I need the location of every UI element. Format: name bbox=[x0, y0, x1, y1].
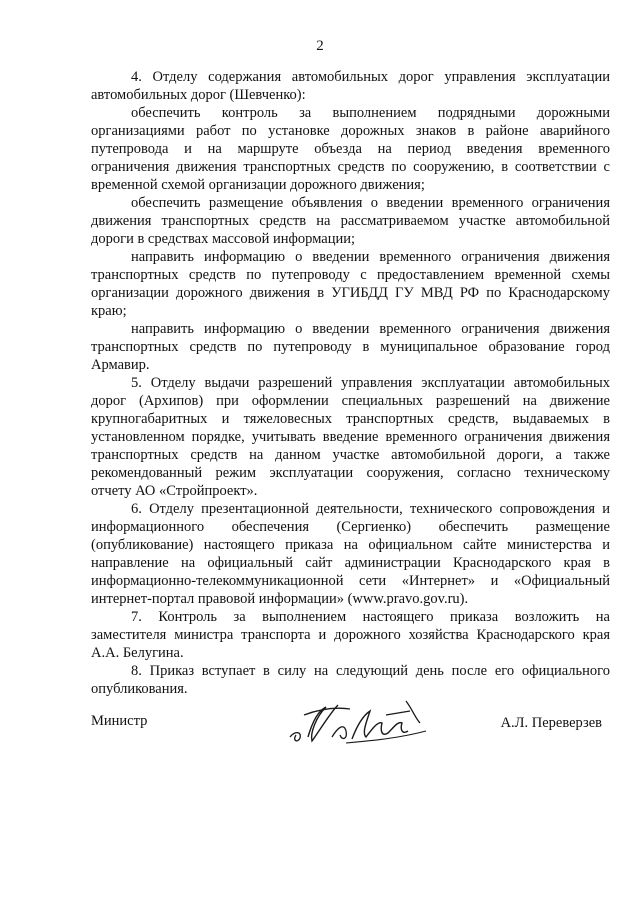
text-line: направить информацию о введении временного ограничения движения bbox=[131, 249, 610, 265]
text-line: 8. Приказ вступает в силу на следующий день после его официального bbox=[131, 663, 610, 679]
text-line: направление на официальный сайт администрации Краснодарского края в bbox=[91, 555, 610, 571]
paragraph bbox=[91, 500, 610, 608]
text-line: информационного обеспечения (Сергиенко) обеспечить размещение bbox=[91, 519, 610, 535]
text-line: дорог (Архипов) при оформлении специальных разрешений на движение bbox=[91, 393, 610, 409]
text-line: информационно-телекоммуникационной сети «Интернет» и «Официальный bbox=[91, 573, 610, 589]
text-line: (опубликование) настоящего приказа на официальном сайте министерства и bbox=[91, 537, 610, 553]
text-line: 5. Отделу выдачи разрешений управления эксплуатации автомобильных bbox=[131, 375, 610, 391]
text-line: транспортных средств по путепроводу в муниципальное образование город bbox=[91, 339, 610, 355]
signatory-name: А.Л. Переверзев bbox=[500, 715, 602, 731]
text-line: опубликования. bbox=[91, 681, 188, 697]
text-line: крупногабаритных и тяжеловесных транспортных средств, выдаваемых в bbox=[91, 411, 610, 427]
text-line: 4. Отделу содержания автомобильных дорог управления эксплуатации bbox=[131, 69, 610, 85]
text-line: временной схемой организации дорожного движения; bbox=[91, 177, 425, 193]
paragraph bbox=[91, 104, 610, 194]
text-line: транспортных средств по путепроводу с предоставлением временной схемы bbox=[91, 267, 610, 283]
paragraph bbox=[91, 320, 610, 374]
text-line: краю; bbox=[91, 303, 127, 319]
text-line: 6. Отделу презентационной деятельности, технического сопровождения и bbox=[131, 501, 610, 517]
signatory-title: Министр bbox=[91, 713, 148, 729]
handwritten-signature bbox=[286, 693, 436, 749]
page-number: 2 bbox=[316, 38, 324, 54]
text-line: направить информацию о введении временного ограничения движения bbox=[131, 321, 610, 337]
paragraph bbox=[91, 374, 610, 500]
text-line: автомобильных дорог (Шевченко): bbox=[91, 87, 306, 103]
signature-block bbox=[91, 693, 610, 753]
text-line: транспортных средств на данном участке автомобильной дороги, а также bbox=[91, 447, 610, 463]
text-line: движения транспортных средств на рассматриваемом участке автомобильной bbox=[91, 213, 610, 229]
paragraph bbox=[91, 68, 610, 104]
text-line: Армавир. bbox=[91, 357, 150, 373]
text-line: организации дорожного движения в УГИБДД ГУ МВД РФ по Краснодарскому bbox=[91, 285, 610, 301]
text-line: обеспечить контроль за выполнением подрядными дорожными bbox=[131, 105, 610, 121]
text-line: путепровода и на маршруте объезда на период введения временного bbox=[91, 141, 610, 157]
text-line: 7. Контроль за выполнением настоящего приказа возложить на bbox=[131, 609, 610, 625]
text-line: отчету АО «Стройпроект». bbox=[91, 483, 258, 499]
text-line: ограничения движения транспортных средств по сооружению, в соответствии с bbox=[91, 159, 610, 175]
text-line: рекомендованный режим эксплуатации сооружения, согласно техническому bbox=[91, 465, 610, 481]
text-line: заместителя министра транспорта и дорожного хозяйства Краснодарского края bbox=[91, 627, 610, 643]
paragraph bbox=[91, 608, 610, 662]
paragraph bbox=[91, 194, 610, 248]
text-line: обеспечить размещение объявления о введении временного ограничения bbox=[131, 195, 610, 211]
document-body bbox=[91, 68, 610, 698]
text-line: А.А. Белугина. bbox=[91, 645, 184, 661]
text-line: установленном порядке, учитывать введение временного ограничения движения bbox=[91, 429, 610, 445]
paragraph bbox=[91, 248, 610, 320]
text-line: организациями работ по установке дорожных знаков в районе аварийного bbox=[91, 123, 610, 139]
text-line: интернет-портал правовой информации» (www.pravo.gov.ru). bbox=[91, 591, 469, 607]
text-line: дороги в средствах массовой информации; bbox=[91, 231, 356, 247]
